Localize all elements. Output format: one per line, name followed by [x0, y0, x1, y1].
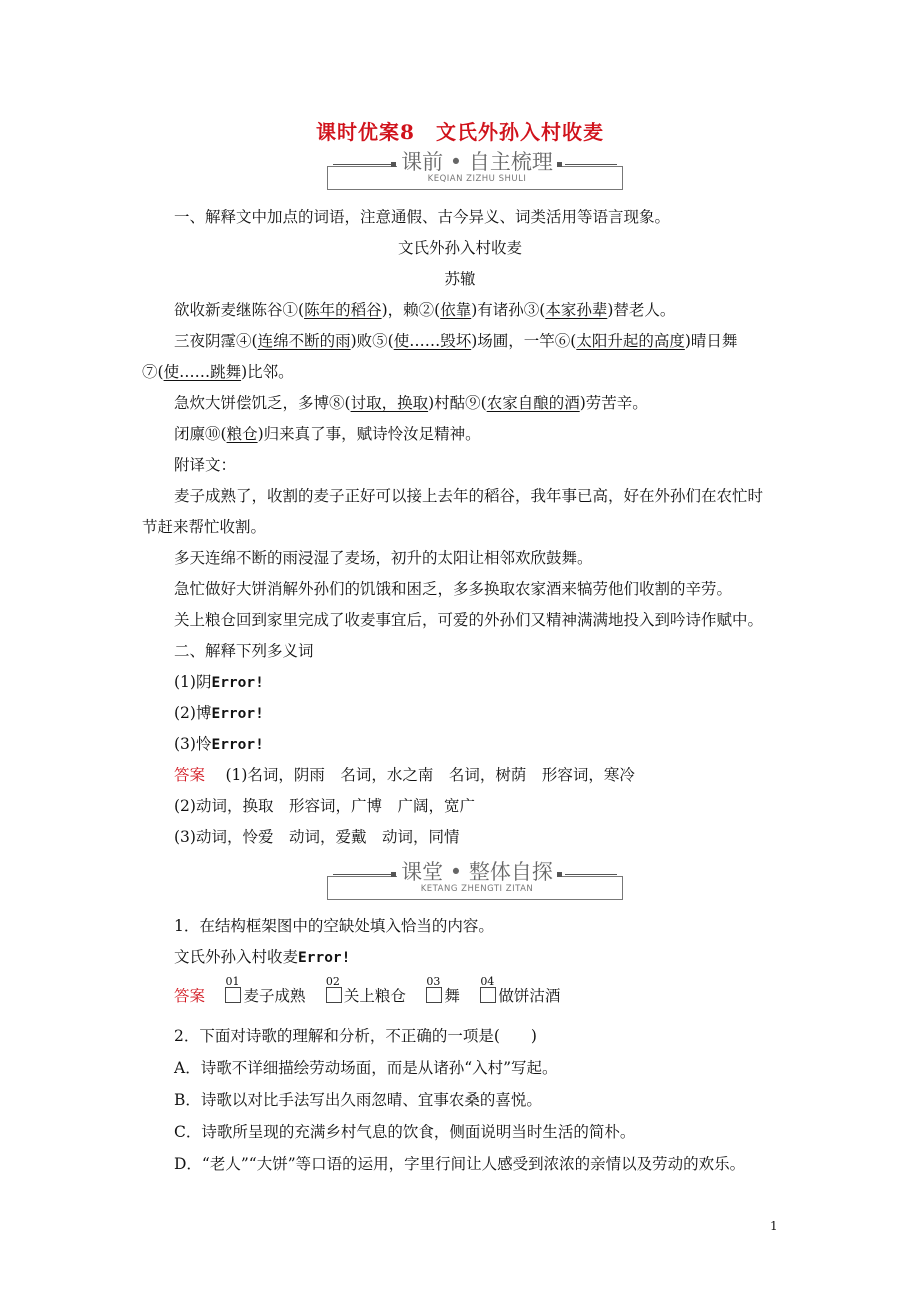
translation-text: 关上粮仓回到家里完成了收麦事宜后，可爱的外孙们又精神满满地投入到吟诗作赋中。	[174, 611, 764, 629]
question-item: (1)阴Error!	[174, 673, 264, 691]
page-title: 课时优案8 文氏外孙入村收麦	[316, 120, 604, 144]
poem-line: 急炊大饼偿饥乏，多博⑧(讨取，换取)村酤⑨(农家自酿的酒)劳苦辛。	[174, 394, 648, 412]
poem-line: 三夜阴霪④(连绵不断的雨)败⑤(使……毁坏)场圃，一竿⑥(太阳升起的高度)晴日舞	[174, 332, 738, 350]
poem-line: ⑦(使……跳舞)比邻。	[142, 363, 294, 381]
question-frame: 文氏外孙入村收麦Error!	[174, 948, 351, 966]
answer-label: 答案	[174, 987, 206, 1005]
blank-box: 04	[480, 987, 496, 1003]
translation-text: 多天连绵不断的雨浸湿了麦场，初升的太阳让相邻欢欣鼓舞。	[174, 549, 593, 567]
annotation: 使……毁坏	[393, 332, 472, 350]
annotation: 本家孙辈	[545, 301, 608, 319]
banner-title: 课堂 • 整体自探	[397, 858, 557, 886]
option-c: C．诗歌所呈现的充满乡村气息的饮食，侧面说明当时生活的简朴。	[174, 1123, 636, 1141]
banner-title: 课前 • 自主梳理	[397, 148, 557, 176]
poem-title: 文氏外孙入村收麦	[397, 239, 522, 257]
section-banner-preview	[327, 150, 623, 190]
translation-label: 附译文：	[174, 456, 237, 474]
annotation: 讨取，换取	[350, 394, 429, 412]
answer-label: 答案	[174, 766, 206, 784]
annotation: 粮仓	[226, 425, 258, 443]
answer-line: 答案 01 麦子成熟 02 关上粮仓 03 舞 04 做饼沽酒	[174, 975, 561, 1005]
blank-box: 02	[326, 987, 342, 1003]
error-field: Error!	[211, 675, 264, 691]
answer-line: (2)动词，换取 形容词，广博 广阔，宽广	[174, 797, 475, 815]
annotation: 依靠	[440, 301, 472, 319]
annotation: 使……跳舞	[163, 363, 242, 381]
poem-author: 苏辙	[444, 270, 476, 288]
annotation: 陈年的稻谷	[304, 301, 382, 319]
answer-line: (3)动词，怜爱 动词，爱戴 动词，同情	[174, 828, 460, 846]
translation-text: 节赶来帮忙收割。	[142, 518, 267, 536]
question-item: (2)博Error!	[174, 704, 264, 722]
error-field: Error!	[298, 950, 351, 966]
annotation: 连绵不断的雨	[257, 332, 351, 350]
section-heading: 一、解释文中加点的词语，注意通假、古今异义、词类活用等语言现象。	[174, 208, 671, 226]
section-heading: 二、解释下列多义词	[174, 642, 314, 660]
annotation: 农家自酿的酒	[486, 394, 580, 412]
poem-line: 闭廪⑩(粮仓)归来真了事，赋诗怜汝足精神。	[174, 425, 481, 443]
translation-text: 麦子成熟了，收割的麦子正好可以接上去年的稻谷，我年事已高，好在外孙们在农忙时	[174, 487, 764, 505]
blank-box: 01	[225, 987, 241, 1003]
annotation: 太阳升起的高度	[576, 332, 685, 350]
translation-text: 急忙做好大饼消解外孙们的饥饿和困乏，多多换取农家酒来犒劳他们收割的辛劳。	[174, 580, 733, 598]
page-number: 1	[770, 1219, 778, 1233]
poem-line: 欲收新麦继陈谷①(陈年的稻谷)，赖②(依靠)有诸孙③(本家孙辈)替老人。	[174, 301, 676, 319]
question-item: (3)怜Error!	[174, 735, 264, 753]
option-d: D．“老人”“大饼”等口语的运用，字里行间让人感受到浓浓的亲情以及劳动的欢乐。	[174, 1155, 746, 1173]
question-text: 1．在结构框架图中的空缺处填入恰当的内容。	[174, 917, 494, 935]
option-b: B．诗歌以对比手法写出久雨忽晴、宜事农桑的喜悦。	[174, 1091, 542, 1109]
answer-line: 答案 (1)名词，阴雨 名词，水之南 名词，树荫 形容词，寒冷	[174, 766, 635, 784]
banner-subtitle: KEQIAN ZIZHU SHULI	[427, 174, 527, 184]
question-text: 2．下面对诗歌的理解和分析，不正确的一项是( )	[174, 1027, 537, 1045]
error-field: Error!	[211, 706, 264, 722]
section-banner-classroom	[327, 860, 623, 900]
blank-box: 03	[426, 987, 442, 1003]
option-a: A．诗歌不详细描绘劳动场面，而是从诸孙“入村”写起。	[174, 1059, 558, 1077]
error-field: Error!	[211, 737, 264, 753]
banner-subtitle: KETANG ZHENGTI ZITAN	[420, 884, 534, 894]
